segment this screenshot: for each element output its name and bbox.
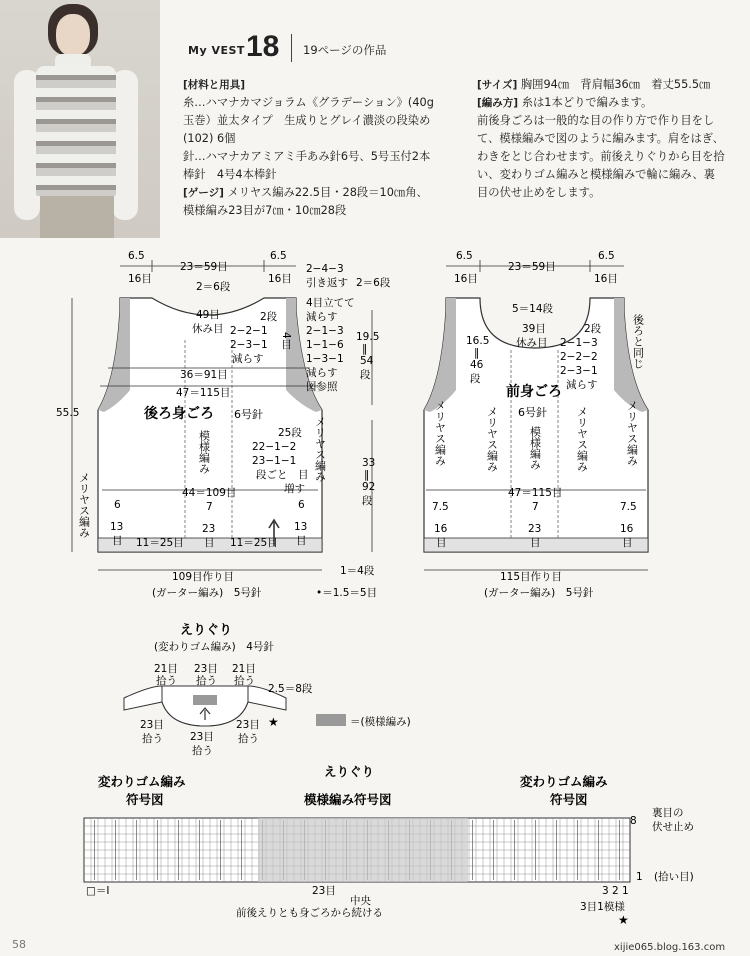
- back-w44: 44＝109目: [182, 487, 237, 499]
- back-top-left: 6.5: [128, 250, 145, 262]
- front-neck-side: ‖: [474, 347, 480, 359]
- materials-line: (102) 6個: [183, 132, 236, 145]
- back-left-me: 目: [112, 535, 123, 547]
- method-line: 目の伏せ止めをします。: [477, 186, 601, 199]
- back-h19: 19.5: [356, 331, 380, 343]
- front-neck-dec: 2−3−1: [560, 365, 598, 377]
- back-top-mid: 23＝59目: [180, 261, 228, 273]
- collar-pick: 21目: [232, 663, 256, 675]
- back-shoulder-note1: 2−4−3: [306, 263, 344, 275]
- front-r75: 7.5: [620, 501, 637, 513]
- back-inc: 段ごと 目: [256, 469, 309, 481]
- back-top-right-st: 16目: [268, 273, 292, 285]
- back-neck-dec: 2−2−1: [230, 325, 268, 337]
- back-cme: 目: [204, 537, 215, 549]
- collar-pick: 21目: [154, 663, 178, 675]
- front-neck-dec: 2−2−2: [560, 351, 598, 363]
- collar-pick-low: 拾う: [238, 733, 259, 745]
- page-number: 58: [12, 938, 26, 951]
- collar-pick-low: 23目: [190, 731, 214, 743]
- back-c7: 7: [206, 501, 213, 513]
- front-label: メリヤス編み: [485, 406, 499, 472]
- front-title: 前身ごろ: [506, 384, 562, 400]
- collar-legend: ＝(模様編み): [350, 716, 411, 728]
- back-h33b: ‖: [364, 469, 370, 481]
- front-top-left: 6.5: [456, 250, 473, 262]
- method-line: て、模様編みで図のように編みます。肩をはぎ、: [477, 132, 724, 145]
- chart-repeat: 3目1模様: [580, 901, 625, 913]
- back-armhole: 2−1−3: [306, 325, 344, 337]
- back-body-diagram: [56, 250, 391, 599]
- front-label: メリヤス編み: [433, 400, 447, 466]
- front-neck-rest: 39目: [522, 323, 546, 335]
- materials-line: 針…ハマナカアミアミ手あみ針6号、5号玉付2本: [183, 150, 431, 163]
- back-band-rows: 1＝4段: [340, 565, 375, 577]
- collar-rows: 2.5＝8段: [268, 683, 313, 695]
- front-neck-side: 16.5: [466, 335, 490, 347]
- front-top-right: 6.5: [598, 250, 615, 262]
- chart-right-note1: 裏目の: [652, 807, 684, 819]
- chart-bottom23: 23目: [312, 885, 336, 897]
- back-neck-rows: 2＝6段: [196, 281, 231, 293]
- chart-right-pick: (拾い目): [654, 871, 694, 883]
- gauge-line: メリヤス編み22.5目・28段＝10㎝角、: [227, 186, 428, 199]
- collar-title: えりぐり: [180, 623, 233, 638]
- back-shoulder-rows: 2＝6段: [356, 277, 391, 289]
- back-neck-rest2: 休み目: [192, 323, 224, 335]
- back-top-left-st: 16目: [128, 273, 152, 285]
- back-h33c: 92: [362, 481, 376, 493]
- star-icon: ★: [268, 715, 279, 729]
- front-neck-side: 段: [470, 373, 481, 385]
- back-rme: 目: [296, 535, 307, 547]
- method-line: い、変わりゴム編みと模様編みで輪に編み、裏: [477, 168, 715, 181]
- back-h33: 33: [362, 457, 376, 469]
- back-h19d: 段: [360, 369, 371, 381]
- collar-pattern-block: [193, 695, 217, 705]
- collar-pick-low: 拾う: [142, 733, 163, 745]
- back-neck-dec: 減らす: [232, 353, 264, 365]
- front-neck-rest2: 休み目: [516, 337, 548, 349]
- collar-pick-low: 23目: [236, 719, 260, 731]
- collar-pick-low: 拾う: [192, 745, 213, 757]
- series-label: My VEST: [188, 44, 245, 57]
- method-first: 糸は1本どりで編みます。: [521, 96, 653, 109]
- size-heading: [サイズ]: [477, 79, 518, 91]
- stitch-chart: [84, 764, 694, 927]
- back-neck-dec: 2段: [260, 311, 278, 323]
- chart-legend-blank: □＝Ⅰ: [86, 885, 110, 897]
- back-shoulder-note2: 引き返す: [306, 277, 348, 289]
- source-url: xijie065.blog.163.com: [614, 942, 726, 953]
- gauge-heading: [ゲージ]: [183, 187, 224, 199]
- collar-pick-low: 23目: [140, 719, 164, 731]
- back-inc: 増す: [284, 483, 305, 495]
- back-armhole: 1−1−6: [306, 339, 344, 351]
- materials-line: 糸…ハマナカマジョラム《グラデーション》(40g: [183, 96, 434, 109]
- front-cme: 目: [530, 537, 541, 549]
- back-armhole: 4目立てて: [306, 297, 355, 309]
- collar-pick: 拾う: [234, 675, 255, 687]
- back-armhole: 1−3−1: [306, 353, 344, 365]
- chart-left-title2: 符号図: [126, 792, 164, 807]
- back-r13: 13: [294, 521, 308, 533]
- front-same-as-back: 後ろと同じ: [631, 314, 645, 369]
- back-inc: 22−1−2: [252, 441, 297, 453]
- size-text: 胸囲94㎝ 背肩幅36㎝ 着丈55.5㎝: [520, 78, 711, 91]
- back-c11a: 11＝25目: [136, 537, 184, 549]
- materials-heading: [材料と用具]: [183, 79, 246, 91]
- front-rme: 目: [622, 537, 633, 549]
- gauge-line: 模様編み23目が7㎝・10㎝28段: [183, 204, 347, 217]
- back-height: 55.5: [56, 407, 80, 419]
- back-left-band: [98, 298, 130, 412]
- front-neck-side: 46: [470, 359, 484, 371]
- back-h19c: 54: [360, 355, 374, 367]
- front-neck-dec: 2段: [584, 323, 602, 335]
- star-icon: ★: [618, 913, 629, 927]
- back-garter: (ガーター編み) 5号針: [152, 587, 262, 599]
- front-c7: 7: [532, 501, 539, 513]
- front-cast: 115目作り目: [500, 571, 563, 583]
- chart-pattern-region: [258, 818, 468, 882]
- back-h33d: 段: [362, 495, 373, 507]
- back-armhole: 減らす: [306, 367, 338, 379]
- back-w36: 36＝91目: [180, 369, 228, 381]
- chart-right-row1: 1: [636, 871, 643, 883]
- back-band-st: •＝1.5＝5目: [316, 587, 378, 599]
- chart-center: 中央: [350, 895, 371, 907]
- back-meriyasu-left: メリヤス編み: [77, 472, 91, 538]
- back-w47: 47＝115目: [176, 387, 231, 399]
- back-armhole: 図参照: [306, 381, 338, 393]
- back-top-right: 6.5: [270, 250, 287, 262]
- materials-line: 玉巻）並太タイプ 生成りとグレイ濃淡の段染め: [183, 114, 431, 127]
- method-heading: [編み方]: [477, 97, 519, 109]
- front-neck-dec: 減らす: [566, 379, 598, 391]
- front-neck-w: 5＝14段: [512, 303, 554, 315]
- pattern-diagrams: [0, 240, 750, 956]
- back-title: 後ろ身ごろ: [144, 406, 214, 422]
- back-c11b: 11＝25目: [230, 537, 278, 549]
- front-label: メリヤス編み: [625, 400, 639, 466]
- materials-block: [183, 76, 465, 220]
- back-pattern: 模様編み: [197, 430, 211, 474]
- collar-pick: 23目: [194, 663, 218, 675]
- front-label: メリヤス編み: [575, 406, 589, 472]
- back-left-13: 13: [110, 521, 124, 533]
- materials-line: 棒針 4号4本棒針: [183, 168, 277, 181]
- back-needle: 6号針: [234, 408, 263, 421]
- back-c23: 23: [202, 523, 216, 535]
- model-photo: [0, 0, 160, 238]
- front-r16: 16: [620, 523, 634, 535]
- method-line: わきをとじ合わせます。前後えりぐりから目を拾: [477, 150, 725, 163]
- back-armhole: 減らす: [306, 311, 338, 323]
- chart-right-title2: 符号図: [550, 792, 588, 807]
- front-w47: 47＝115目: [508, 487, 563, 499]
- back-h19b: ‖: [362, 343, 368, 355]
- page-reference: 19ページの作品: [303, 43, 387, 57]
- collar-sub: (変わりゴム編み) 4号針: [154, 641, 274, 653]
- back-neck-dec: 2−3−1: [230, 339, 268, 351]
- back-r6: 6: [298, 499, 305, 511]
- front-top-right-st: 16目: [594, 273, 618, 285]
- back-meriyasu-right: メリヤス編み: [313, 416, 327, 482]
- header-divider: [291, 34, 292, 62]
- back-armhole-side: 4目: [280, 332, 292, 350]
- legend-swatch: [316, 714, 346, 726]
- chart-right-row8: 8: [630, 815, 637, 827]
- chart-right-note2: 伏せ止め: [652, 821, 694, 833]
- back-inc: 25段: [278, 427, 302, 439]
- front-body-diagram: [424, 250, 648, 599]
- front-top-mid: 23＝59目: [508, 261, 556, 273]
- front-label: 模様編み: [528, 426, 542, 470]
- chart-cols: 3 2 1: [602, 885, 629, 897]
- method-block: [477, 76, 747, 202]
- front-lme: 目: [436, 537, 447, 549]
- chart-continue: 前後えりとも身ごろから続ける: [236, 907, 383, 919]
- chart-mid-title2: 模様編み符号図: [304, 792, 392, 807]
- back-cast: 109目作り目: [172, 571, 235, 583]
- front-needle: 6号針: [518, 406, 547, 419]
- back-left-6: 6: [114, 499, 121, 511]
- chart-mid-title1: えりぐり: [324, 764, 375, 779]
- pattern-number: 18: [246, 30, 280, 63]
- method-line: 前後身ごろは一般的な目の作り方で作り目をし: [477, 114, 715, 127]
- front-c23: 23: [528, 523, 542, 535]
- back-neck-rest: 49目: [196, 309, 220, 321]
- front-neck-dec: 2−1−3: [560, 337, 598, 349]
- front-l16: 16: [434, 523, 448, 535]
- collar-diagram: [124, 622, 411, 757]
- front-left-band: [424, 298, 456, 412]
- front-l75: 7.5: [432, 501, 449, 513]
- back-inc: 23−1−1: [252, 455, 297, 467]
- collar-pick: 拾う: [156, 675, 177, 687]
- collar-pick: 拾う: [196, 675, 217, 687]
- front-top-left-st: 16目: [454, 273, 478, 285]
- chart-left-title1: 変わりゴム編み: [98, 774, 186, 789]
- front-garter: (ガーター編み) 5号針: [484, 587, 594, 599]
- chart-right-title1: 変わりゴム編み: [520, 774, 608, 789]
